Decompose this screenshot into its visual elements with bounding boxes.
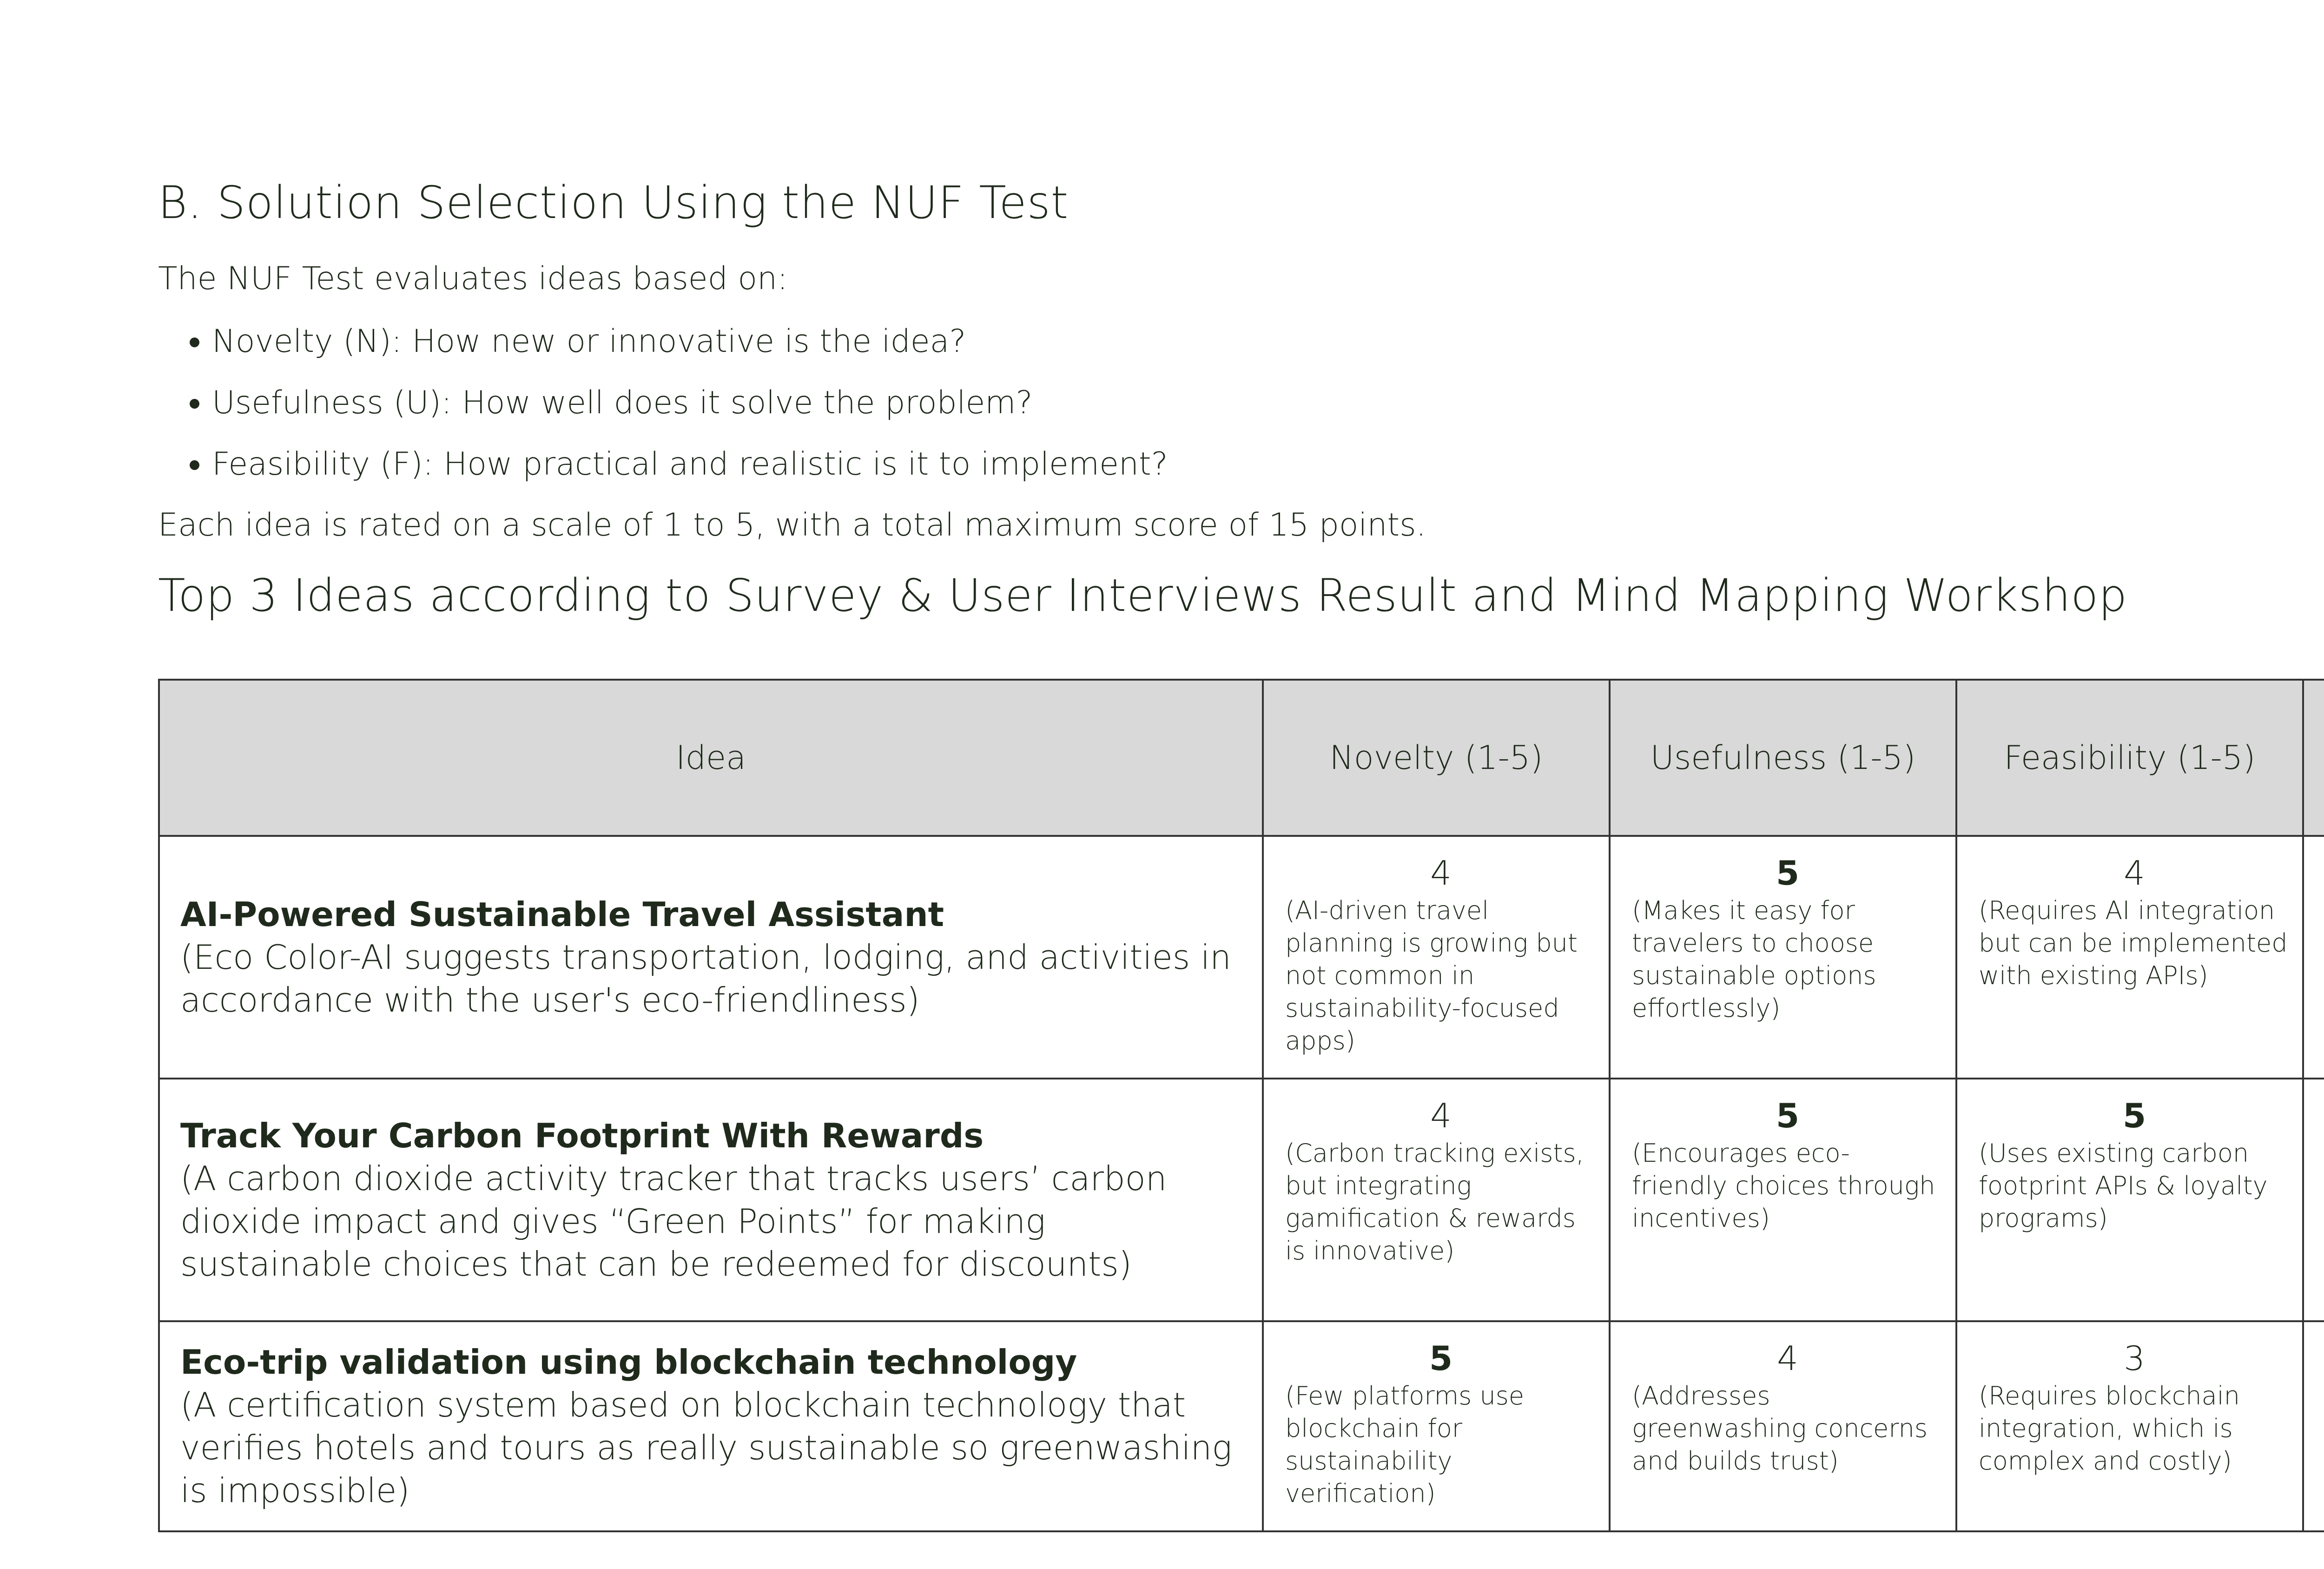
idea-description: (A carbon dioxide activity tracker that tracks users’ carbon dioxide impact and gives “Green Points” for making sustainable choices that can be redeemed for discounts): [180, 1159, 1167, 1284]
criteria-list: [181, 321, 1168, 505]
idea-cell: [159, 1321, 1263, 1531]
criteria-item-feasibility: • Feasibility (F): How practical and realistic is it to implement?: [212, 444, 1168, 505]
criteria-item-novelty: • Novelty (N): How new or innovative is the idea?: [212, 321, 1168, 382]
feasibility-score: 3: [2124, 1339, 2145, 1378]
novelty-cell: [1263, 1079, 1610, 1321]
total-score: [2303, 1079, 2324, 1321]
usefulness-score: 5: [1776, 1096, 1800, 1135]
header-feasibility: Feasibility (1-5): [1956, 680, 2303, 836]
criteria-item-usefulness: • Usefulness (U): How well does it solve the problem?: [212, 382, 1168, 444]
novelty-score: 4: [1430, 854, 1452, 893]
feasibility-cell: [1956, 1321, 2303, 1531]
novelty-score: 4: [1430, 1096, 1452, 1135]
header-total-line2: [2313, 758, 2324, 801]
feasibility-note: (Requires blockchain integration, which is complex and costly): [1979, 1381, 2240, 1476]
novelty-note: (Carbon tracking exists, but integrating gamification & rewards is innovative): [1285, 1139, 1584, 1265]
usefulness-cell: [1610, 1321, 1956, 1531]
usefulness-note: (Addresses greenwashing concerns and builds trust): [1632, 1381, 1928, 1476]
idea-description: (A certification system based on blockchain technology that verifies hotels and tours as really sustainable so greenwashing is impossible): [180, 1385, 1232, 1510]
feasibility-note: (Uses existing carbon footprint APIs & loyalty programs): [1979, 1139, 2268, 1233]
total-score: [2303, 836, 2324, 1079]
table-row: [159, 836, 2324, 1079]
novelty-note: (AI-driven travel planning is growing but not common in sustainability-focused apps): [1285, 896, 1578, 1055]
novelty-cell: [1263, 1321, 1610, 1531]
header-total: [2303, 680, 2324, 836]
usefulness-cell: [1610, 1079, 1956, 1321]
novelty-note: (Few platforms use blockchain for sustainability verification): [1285, 1381, 1525, 1508]
feasibility-score: 4: [2124, 854, 2145, 893]
idea-name: AI-Powered Sustainable Travel Assistant: [180, 895, 944, 934]
idea-description: (Eco Color-AI suggests transportation, lodging, and activities in accordance with the user's eco-friendliness): [180, 938, 1231, 1020]
usefulness-score: 5: [1776, 854, 1800, 893]
nuf-score-table: [158, 679, 2324, 1532]
idea-cell: [159, 1079, 1263, 1321]
header-total-line1: [2313, 715, 2324, 758]
novelty-cell: [1263, 836, 1610, 1079]
header-idea: Idea: [159, 680, 1263, 836]
table-title: Top 3 Ideas according to Survey & User Interviews Result and Mind Mapping Workshop: [158, 569, 2128, 622]
section-title: B. Solution Selection Using the NUF Test: [158, 177, 1069, 229]
table-row: [159, 1079, 2324, 1321]
header-usefulness: Usefulness (1-5): [1610, 680, 1956, 836]
feasibility-cell: [1956, 1079, 2303, 1321]
total-score: [2303, 1321, 2324, 1531]
usefulness-cell: [1610, 836, 1956, 1079]
idea-cell: [159, 836, 1263, 1079]
usefulness-note: (Encourages eco-friendly choices through incentives): [1632, 1139, 1935, 1233]
table-header-row: [159, 680, 2324, 836]
feasibility-score: 5: [2122, 1096, 2146, 1135]
header-novelty: Novelty (1-5): [1263, 680, 1610, 836]
novelty-score: 5: [1429, 1339, 1453, 1378]
idea-name: Eco-trip validation using blockchain technology: [180, 1343, 1077, 1382]
feasibility-cell: [1956, 836, 2303, 1079]
intro-text: The NUF Test evaluates ideas based on:: [158, 260, 788, 297]
usefulness-score: 4: [1777, 1339, 1798, 1378]
idea-name: Track Your Carbon Footprint With Rewards: [180, 1116, 984, 1155]
table-row: [159, 1321, 2324, 1531]
feasibility-note: (Requires AI integration but can be implemented with existing APIs): [1979, 896, 2288, 990]
usefulness-note: (Makes it easy for travelers to choose sustainable options effortlessly): [1632, 896, 1876, 1023]
scale-note: Each idea is rated on a scale of 1 to 5, with a total maximum score of 15 points.: [158, 507, 1426, 543]
